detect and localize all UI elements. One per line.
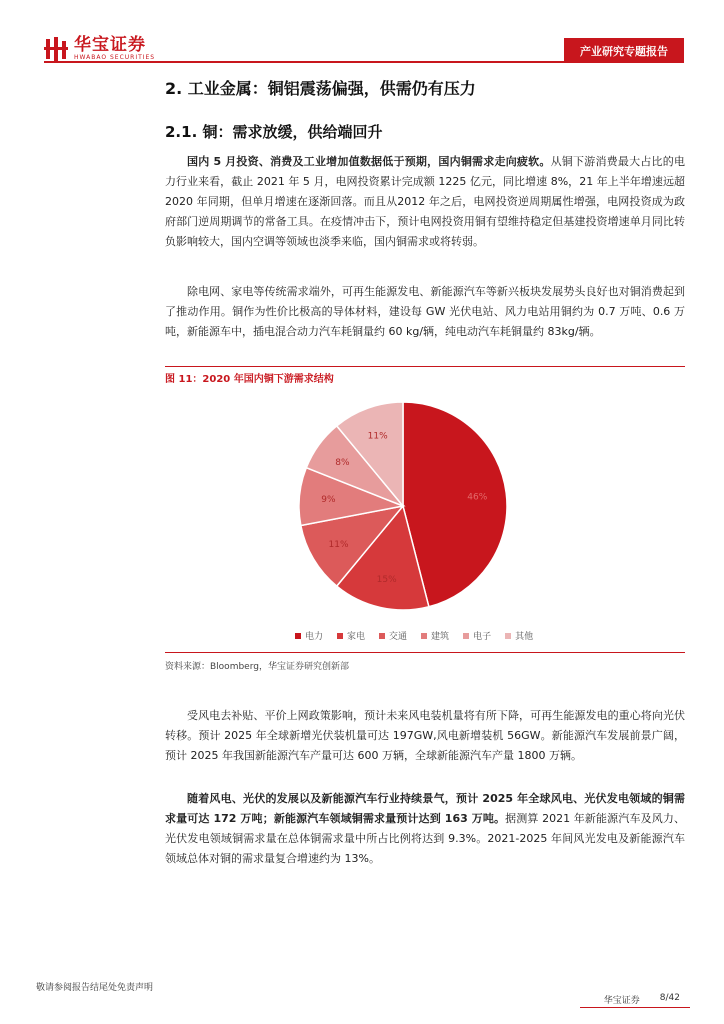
figure-source: 资料来源：Bloomberg，华宝证券研究创新部: [165, 652, 685, 672]
legend-swatch: [463, 633, 469, 639]
legend-label: 其他: [515, 632, 534, 642]
legend-label: 建筑: [431, 632, 450, 642]
legend-swatch: [421, 633, 427, 639]
chart-legend: [295, 629, 547, 642]
legend-item-建筑: [421, 629, 449, 642]
logo-cn-text: 华宝证券: [74, 35, 146, 55]
legend-swatch: [505, 633, 511, 639]
legend-item-电子: [463, 629, 491, 642]
subsection-heading: 2.1. 铜：需求放缓，供给端回升: [165, 123, 383, 141]
legend-item-电力: [295, 629, 323, 642]
pie-label-交通: 11%: [328, 540, 349, 551]
paragraph-1-bold: 国内 5 月投资、消费及工业增加值数据低于预期，国内铜需求走向疲软。: [187, 155, 551, 168]
paragraph-4-bold: 随着风电、光伏的发展以及新能源汽车行业持续景气，预计 2025 年全球风电、光伏发电领域的铜需求量可达 172 万吨；新能源汽车领域铜需求量预计达到 163 万吨。: [165, 792, 685, 825]
pie-label-家电: 15%: [376, 575, 397, 586]
company-logo: [44, 36, 155, 62]
legend-item-家电: [337, 629, 365, 642]
section-heading: 2. 工业金属：铜铝震荡偏强，供需仍有压力: [165, 79, 476, 98]
legend-swatch: [379, 633, 385, 639]
footer-info: [604, 993, 680, 1006]
footer-company: 华宝证券: [603, 996, 640, 1006]
logo-en-text: HWABAO SECURITIES: [74, 54, 156, 61]
pie-label-电子: 8%: [335, 457, 350, 468]
paragraph-1: [165, 152, 685, 252]
legend-label: 交通: [389, 632, 408, 642]
legend-item-其他: [505, 629, 533, 642]
footer-disclaimer: 敬请参阅报告结尾处免责声明: [36, 983, 154, 993]
pie-label-其他: 11%: [367, 431, 388, 442]
paragraph-2: 除电网、家电等传统需求端外，可再生能源发电、新能源汽车等新兴板块发展势头良好也对铜消费起到了推动作用。铜作为性价比极高的导体材料，建设每 GW 光伏电站、风力电站用铜约为 0.7 万吨、0.6 万吨，新能源车中，插电混合动力汽车耗铜量约 60 kg/辆，纯电动汽车耗铜量约 83kg/辆。: [165, 285, 685, 338]
legend-item-交通: [379, 629, 407, 642]
header-divider: [44, 61, 564, 63]
pie-label-建筑: 9%: [321, 494, 336, 505]
legend-label: 电力: [305, 632, 324, 642]
pie-label-电力: 46%: [467, 492, 488, 503]
pie-chart: [165, 388, 685, 650]
paragraph-3: 受风电去补贴、平价上网政策影响，预计未来风电装机量将有所下降，可再生能源发电的重心将向光伏转移。预计 2025 年全球新增光伏装机量可达 197GW,风电新增装机 56GW。新能源汽车发展前景广阔，预计 2025 年我国新能源汽车产量可达 600 万辆，全球新能源汽车产量 1800 万辆。: [165, 709, 685, 762]
legend-swatch: [295, 633, 301, 639]
paragraph-1-text: 从铜下游消费最大占比的电力行业来看，截止 2021 年 5 月，电网投资累计完成额 1225 亿元，同比增速 8%，21 年上半年增速远超2020 年同期，但单月增速在逐渐回落。而且从2012 年之后，电网投资逆周期属性增强，电网投资成为政府部门逆周期调节的常备工具。在疫情冲击下，预计电网投资用铜有望维持稳定但基建投资增速单月同比转负影响较大，国内空调等领域也淡季来临，国内铜需求或将转弱。: [165, 155, 685, 248]
figure-title: 图 11：2020 年国内铜下游需求结构: [165, 366, 685, 389]
paragraph-4: [165, 789, 685, 869]
legend-swatch: [337, 633, 343, 639]
report-type-tag: 产业研究专题报告: [564, 38, 684, 63]
page-header: [0, 0, 724, 70]
page-number: 8/42: [659, 993, 680, 1003]
paragraph-4-text: 据测算 2021 年新能源汽车及风力、光伏发电领域铜需求量在总体铜需求量中所占比例将达到 9.3%。2021-2025 年间风光发电及新能源汽车领域总体对铜的需求量复合增速约为 13%。: [165, 812, 685, 865]
footer-divider: [580, 1007, 690, 1008]
logo-icon: [44, 37, 68, 61]
legend-label: 电子: [473, 632, 492, 642]
legend-label: 家电: [347, 632, 366, 642]
